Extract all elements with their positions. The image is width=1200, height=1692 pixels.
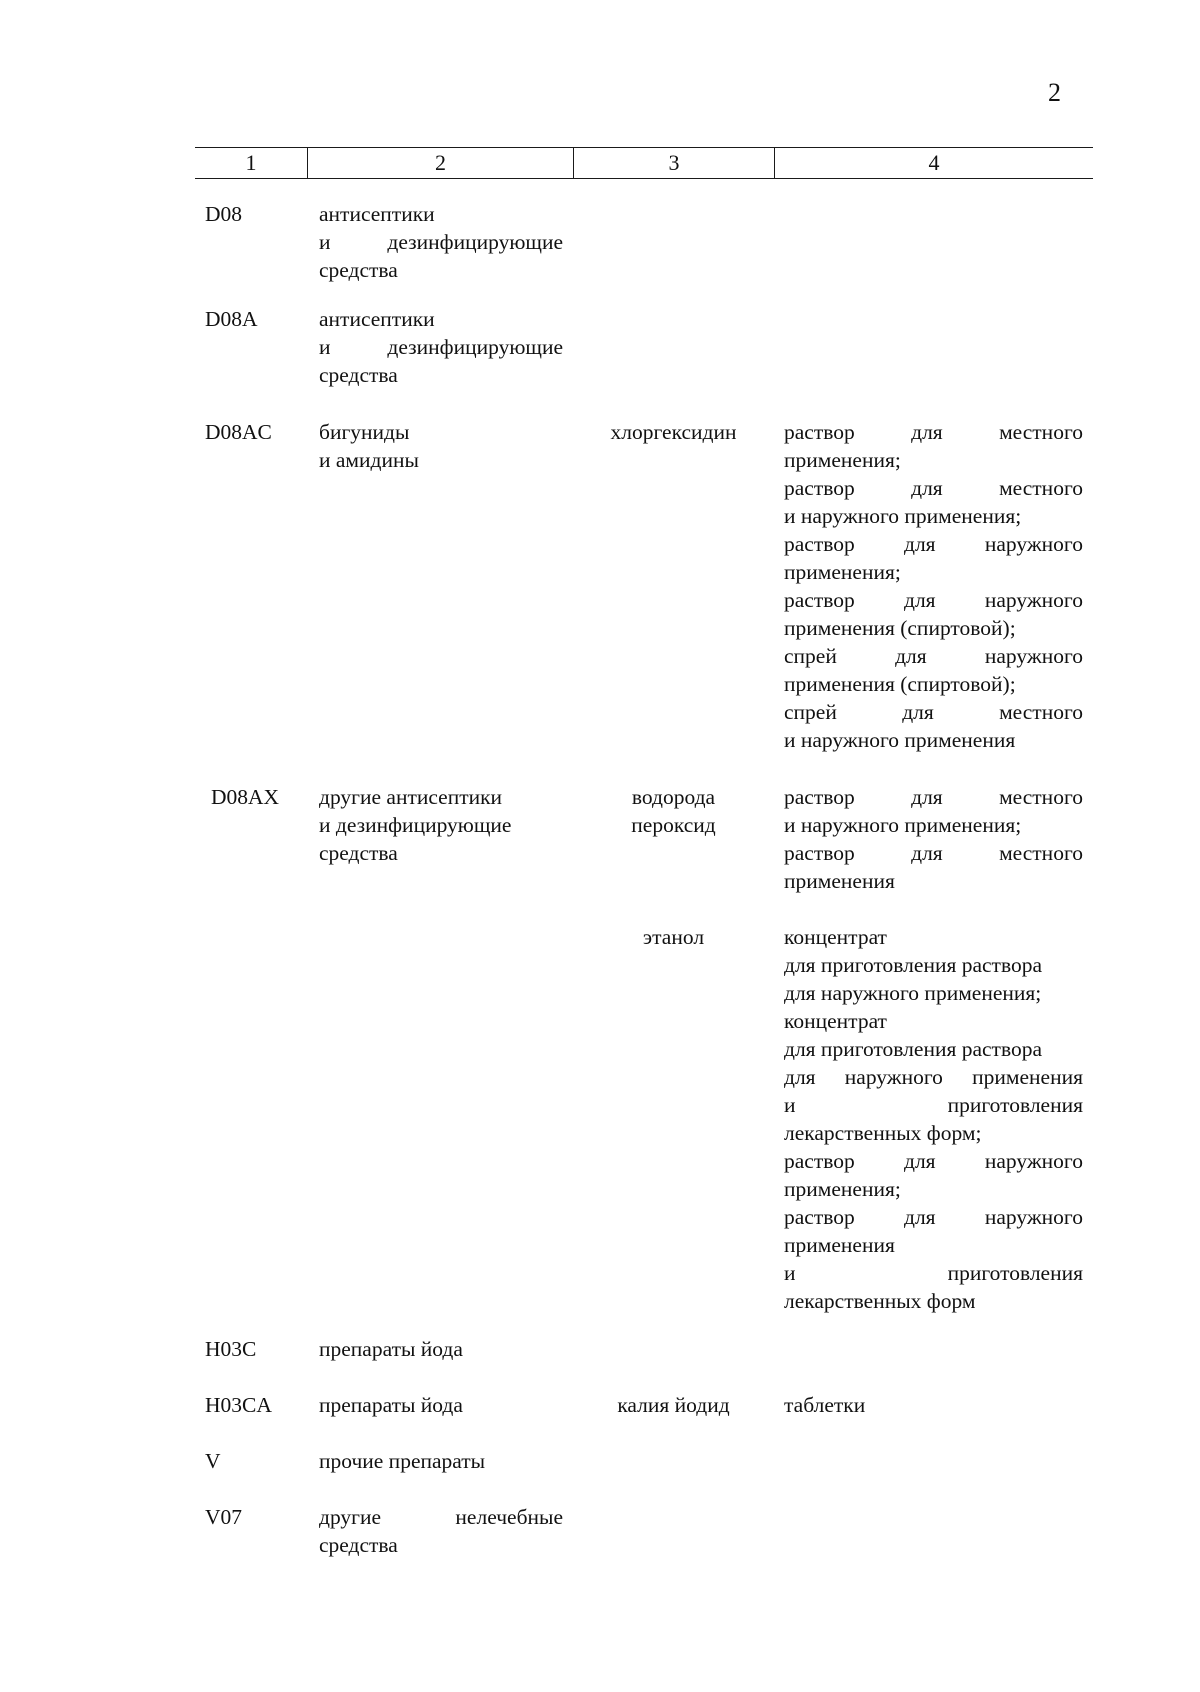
drug-line: пероксид	[631, 813, 716, 837]
header-col-2: 2	[307, 148, 573, 178]
dosage-form-line: лекарственных форм;	[784, 1121, 982, 1145]
dosage-form-line: таблетки	[784, 1393, 866, 1417]
dosage-form-line: концентрат	[784, 925, 887, 949]
atc-group	[307, 1503, 573, 1559]
dosage-form-line: и наружного применения;	[784, 504, 1022, 528]
header-col-4: 4	[774, 148, 1093, 178]
atc-group	[307, 1447, 573, 1475]
header-col-1: 1	[245, 150, 257, 175]
table-row	[195, 1335, 1093, 1363]
drug-line: этанол	[642, 925, 705, 949]
table-row	[195, 783, 1093, 895]
drug-line: калия йодид	[617, 1393, 730, 1417]
dosage-form-line: для наружного применения;	[784, 981, 1042, 1005]
group-line: другие нелечебные	[319, 1505, 563, 1529]
dosage-form-line: и наружного применения;	[784, 813, 1022, 837]
dosage-form-line: раствор для местного	[784, 841, 1083, 865]
dosage-form-line: спрей для местного	[784, 700, 1083, 724]
dosage-form-line: раствор для наружного	[784, 1149, 1083, 1173]
atc-code: D08	[205, 202, 243, 226]
atc-group	[307, 305, 573, 389]
atc-code: D08AC	[205, 420, 272, 444]
group-line: прочие препараты	[319, 1449, 486, 1473]
dosage-form-line: раствор для местного	[784, 420, 1083, 444]
dosage-form-line: спрей для наружного	[784, 644, 1083, 668]
drug-name	[573, 418, 774, 446]
dosage-form-line: раствор для местного	[784, 785, 1083, 809]
group-line: средства	[319, 841, 398, 865]
dosage-form-line: раствор для наружного	[784, 588, 1083, 612]
dosage-forms	[774, 783, 1093, 895]
dosage-form-line: применения	[784, 869, 895, 893]
group-line: и дезинфицирующие	[319, 335, 563, 359]
dosage-forms	[774, 1391, 1093, 1419]
drug-line: водорода	[631, 785, 716, 809]
atc-group	[307, 783, 573, 867]
atc-code: D08AX	[211, 785, 280, 809]
table-row	[195, 305, 1093, 389]
group-line: средства	[319, 258, 398, 282]
page-number: 2	[1048, 78, 1061, 107]
dosage-form-line: и приготовления	[784, 1261, 1083, 1285]
atc-code: V	[205, 1449, 221, 1473]
group-line: препараты йода	[319, 1337, 463, 1361]
drug-name	[573, 923, 774, 951]
dosage-form-line: применения (спиртовой);	[784, 672, 1016, 696]
atc-code: D08A	[205, 307, 258, 331]
group-line: средства	[319, 1533, 398, 1557]
dosage-forms	[774, 418, 1093, 754]
atc-code: H03CA	[205, 1393, 272, 1417]
dosage-form-line: для приготовления раствора	[784, 1037, 1042, 1061]
table-row	[195, 923, 1093, 1315]
table-row	[195, 1503, 1093, 1559]
dosage-form-line: и приготовления	[784, 1093, 1083, 1117]
atc-group	[307, 200, 573, 284]
group-line: препараты йода	[319, 1393, 463, 1417]
dosage-form-line: раствор для наружного	[784, 532, 1083, 556]
dosage-form-line: применения;	[784, 1177, 901, 1201]
dosage-form-line: раствор для местного	[784, 476, 1083, 500]
dosage-form-line: и наружного применения	[784, 728, 1016, 752]
table-row	[195, 200, 1093, 284]
group-line: средства	[319, 363, 398, 387]
atc-code: V07	[205, 1505, 243, 1529]
table-row	[195, 418, 1093, 754]
group-line: и дезинфицирующие	[319, 230, 563, 254]
group-line: антисептики	[319, 202, 435, 226]
table-row	[195, 1447, 1093, 1475]
dosage-form-line: лекарственных форм	[784, 1289, 976, 1313]
dosage-form-line: раствор для наружного	[784, 1205, 1083, 1229]
atc-group	[307, 1335, 573, 1363]
group-line: другие антисептики	[319, 785, 503, 809]
group-line: и амидины	[319, 448, 419, 472]
group-line: бигуниды	[319, 420, 410, 444]
dosage-form-line: для наружного применения	[784, 1065, 1083, 1089]
table-row	[195, 1391, 1093, 1419]
drug-name	[573, 783, 774, 839]
dosage-form-line: применения;	[784, 448, 901, 472]
dosage-form-line: концентрат	[784, 1009, 887, 1033]
atc-code: H03C	[205, 1337, 257, 1361]
atc-group	[307, 418, 573, 474]
dosage-form-line: применения (спиртовой);	[784, 616, 1016, 640]
table-header	[195, 147, 1093, 179]
dosage-forms	[774, 923, 1093, 1315]
group-line: и дезинфицирующие	[319, 813, 512, 837]
header-col-3: 3	[573, 148, 774, 178]
dosage-form-line: для приготовления раствора	[784, 953, 1042, 977]
group-line: антисептики	[319, 307, 435, 331]
drug-line: хлоргексидин	[610, 420, 737, 444]
drug-name	[573, 1391, 774, 1419]
dosage-form-line: применения	[784, 1233, 895, 1257]
dosage-form-line: применения;	[784, 560, 901, 584]
atc-group	[307, 1391, 573, 1419]
